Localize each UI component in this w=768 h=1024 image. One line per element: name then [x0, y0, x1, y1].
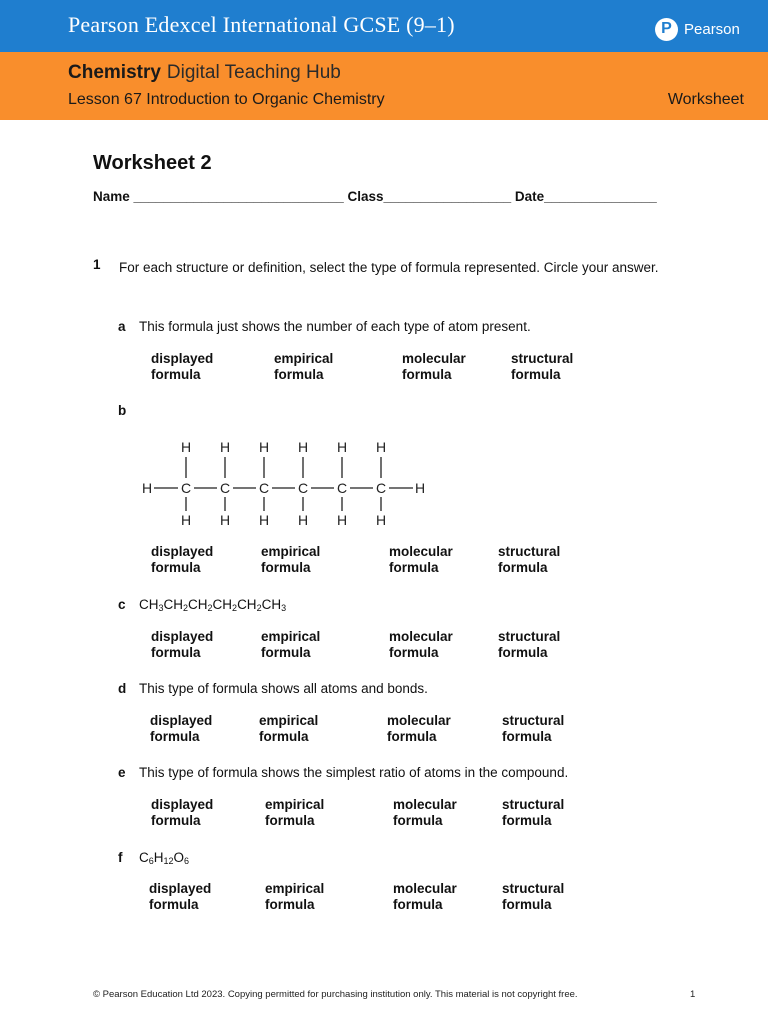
hydrogen-atom: H: [414, 480, 426, 496]
subject-name: Chemistry: [68, 62, 161, 83]
part-d-option-empirical[interactable]: empirical formula: [259, 713, 319, 744]
hydrogen-atom: H: [336, 439, 348, 455]
page-number: 1: [690, 989, 696, 1000]
pearson-logo: [655, 17, 740, 41]
part-f-option-empirical[interactable]: empirical formula: [265, 881, 325, 912]
part-a-option-displayed[interactable]: displayed formula: [151, 351, 214, 382]
hydrogen-atom: H: [375, 512, 387, 528]
subject-header-bar: [0, 52, 768, 120]
hydrogen-atom: H: [180, 439, 192, 455]
hydrogen-atom: H: [297, 439, 309, 455]
hydrogen-atom: H: [375, 439, 387, 455]
hydrogen-atom: H: [297, 512, 309, 528]
carbon-atom: C: [258, 480, 270, 496]
hydrogen-atom: H: [258, 439, 270, 455]
hydrogen-atom: H: [219, 512, 231, 528]
part-c-letter: c: [118, 597, 126, 612]
part-a-option-molecular[interactable]: molecular formula: [402, 351, 466, 382]
qualification-title: Pearson Edexcel International GCSE (9–1): [68, 12, 455, 37]
part-d-option-structural[interactable]: structural formula: [502, 713, 565, 744]
part-b-option-structural[interactable]: structural formula: [498, 544, 561, 575]
top-header-bar: [0, 0, 768, 52]
carbon-atom: C: [336, 480, 348, 496]
part-d-option-molecular[interactable]: molecular formula: [387, 713, 451, 744]
part-b-option-molecular[interactable]: molecular formula: [389, 544, 453, 575]
hydrogen-atom: H: [180, 512, 192, 528]
part-f-option-molecular[interactable]: molecular formula: [393, 881, 457, 912]
part-a-letter: a: [118, 319, 126, 334]
hub-name: Digital Teaching Hub: [166, 62, 341, 83]
part-c-option-structural[interactable]: structural formula: [498, 629, 561, 660]
hydrogen-atom: H: [219, 439, 231, 455]
question-text: For each structure or definition, select the type of formula represented. Circle your answer.: [119, 260, 659, 275]
subject-line: [68, 62, 341, 84]
part-c-option-molecular[interactable]: molecular formula: [389, 629, 453, 660]
pearson-logo-icon: P: [655, 18, 678, 41]
part-d-option-displayed[interactable]: displayed formula: [150, 713, 213, 744]
part-c-option-displayed[interactable]: displayed formula: [151, 629, 214, 660]
part-c-option-empirical[interactable]: empirical formula: [261, 629, 321, 660]
part-f-option-displayed[interactable]: displayed formula: [149, 881, 212, 912]
hexane-displayed-formula-diagram: [140, 438, 430, 530]
hydrogen-atom: H: [141, 480, 153, 496]
part-b-option-displayed[interactable]: displayed formula: [151, 544, 214, 575]
part-f-formula: $C_6H_{12}O_6$: [139, 850, 190, 866]
part-d-text: This type of formula shows all atoms and bonds.: [139, 681, 428, 696]
copyright-footer: © Pearson Education Ltd 2023. Copying permitted for purchasing institution only. This material is not copyright free.: [93, 989, 578, 1000]
document-type-label: Worksheet: [667, 91, 744, 108]
part-e-text: This type of formula shows the simplest ratio of atoms in the compound.: [139, 765, 569, 780]
part-f-option-structural[interactable]: structural formula: [502, 881, 565, 912]
pearson-logo-text: Pearson: [684, 20, 740, 38]
part-a-option-empirical[interactable]: empirical formula: [274, 351, 334, 382]
part-e-letter: e: [118, 765, 126, 780]
part-b-option-empirical[interactable]: empirical formula: [261, 544, 321, 575]
part-d-letter: d: [118, 681, 127, 696]
part-f-letter: f: [118, 850, 123, 865]
hydrogen-atom: H: [258, 512, 270, 528]
part-e-option-molecular[interactable]: molecular formula: [393, 797, 457, 828]
carbon-atom: C: [180, 480, 192, 496]
question-number: 1: [93, 257, 101, 272]
worksheet-title: Worksheet 2: [93, 152, 212, 174]
part-a-option-structural[interactable]: structural formula: [511, 351, 574, 382]
name-class-date-line: Name ____________________________ Class_________________ Date_______________: [93, 189, 657, 204]
lesson-title: Lesson 67 Introduction to Organic Chemistry: [68, 91, 385, 108]
part-a-text: This formula just shows the number of each type of atom present.: [139, 319, 531, 334]
carbon-atom: C: [219, 480, 231, 496]
carbon-atom: C: [297, 480, 309, 496]
part-b-letter: b: [118, 403, 127, 418]
part-e-option-structural[interactable]: structural formula: [502, 797, 565, 828]
hydrogen-atom: H: [336, 512, 348, 528]
part-e-option-empirical[interactable]: empirical formula: [265, 797, 325, 828]
carbon-atom: C: [375, 480, 387, 496]
part-c-formula: $CH_3CH_2CH_2CH_2CH_2CH_3$: [139, 597, 287, 613]
part-e-option-displayed[interactable]: displayed formula: [151, 797, 214, 828]
